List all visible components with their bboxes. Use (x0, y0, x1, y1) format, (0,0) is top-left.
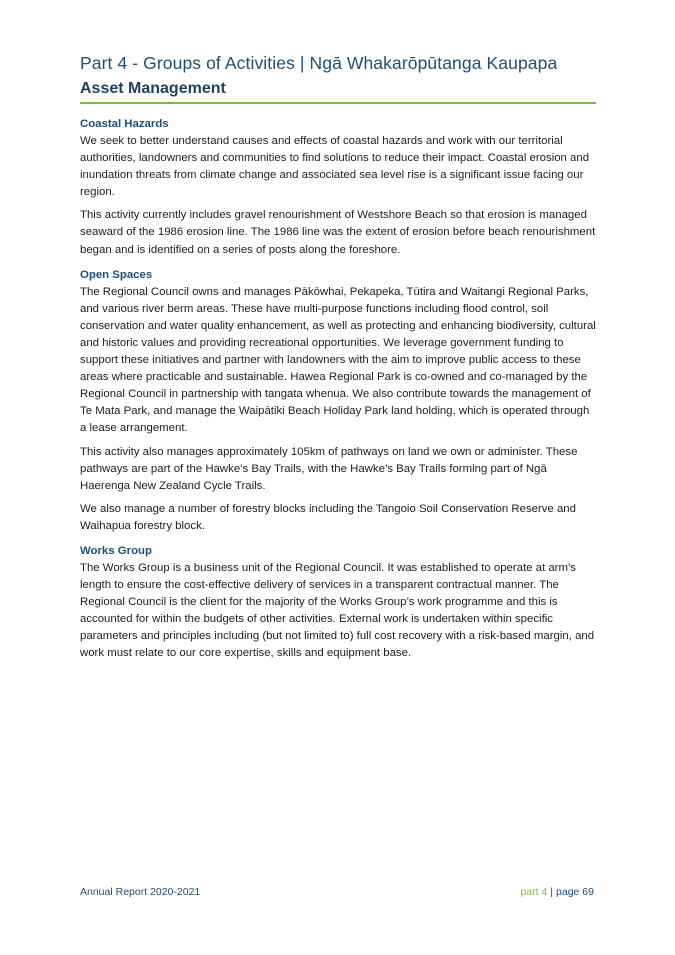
footer-separator: | (550, 886, 554, 898)
body-content (80, 116, 596, 671)
title-divider (80, 102, 596, 104)
footer-page-number: page 69 (556, 886, 594, 898)
paragraph: The Works Group is a business unit of the Regional Council. It was established to operate at arm’s length to ensure the cost-effective delivery of services in a transparent contractual manner. The Regional Council is the client for the majority of the Works Group’s work programme and this is accounted for within the budgets of other activities. External work is undertaken within specific parameters and principles including (but not limited to) full cost recovery with a risk-based margin, and work must relate to our core expertise, skills and equipment base. (80, 561, 595, 660)
footer-page-info (520, 886, 594, 898)
paragraph: This activity also manages approximately 105km of pathways on land we own or administer. These pathways are part of the Hawke’s Bay Trails, with the Hawke’s Bay Trails forming part of Ngā Haerenga New Zealand Cycle Trails. (80, 445, 578, 492)
paragraph: We also manage a number of forestry blocks including the Tangoio Soil Conservation Reserve and Waihapua forestry block. (80, 502, 576, 532)
paragraph: We seek to better understand causes and effects of coastal hazards and work with our territorial authorities, landowners and communities to find solutions to reduce their impact. Coastal erosion and inundation threats from climate change and associated sea level rise is a significant issue facing our region. (80, 135, 590, 199)
footer-report-title: Annual Report 2020-2021 (80, 886, 201, 898)
section-heading: Open Spaces (80, 268, 153, 281)
section-open-spaces (80, 267, 596, 535)
part-title: Part 4 - Groups of Activities | Ngā Whakarōpūtanga Kaupapa (80, 53, 558, 73)
section-title: Asset Management (80, 80, 226, 97)
paragraph: The Regional Council owns and manages Pākōwhai, Pekapeka, Tūtira and Waitangi Regional Parks, and various river berm areas. These have multi-purpose functions including flood control, soil conservation and water quality enhancement, as well as protecting and enhancing biodiversity, cultural and historic values and providing recreational opportunities. We leverage government funding to support these initiatives and partner with landowners with the aim to improve public access to these areas where practicable and sustainable. Hawea Regional Park is co-owned and co-managed by the Regional Council in partnership with tangata whenua. We also contribute towards the management of Te Mata Park, and manage the Waipātiki Beach Holiday Park land holding, which is operated through a lease arrangement. (80, 285, 596, 435)
section-heading: Coastal Hazards (80, 118, 169, 130)
section-coastal-hazards (80, 116, 596, 259)
paragraph: This activity currently includes gravel renourishment of Westshore Beach so that erosion is managed seaward of the 1986 erosion line. The 1986 line was the extent of erosion before beach renourishment began and is identified on a series of posts along the foreshore. (80, 209, 596, 256)
section-works-group (80, 543, 596, 663)
section-heading: Works Group (80, 544, 152, 557)
document-page (80, 0, 598, 955)
footer-part: part 4 (520, 886, 548, 898)
